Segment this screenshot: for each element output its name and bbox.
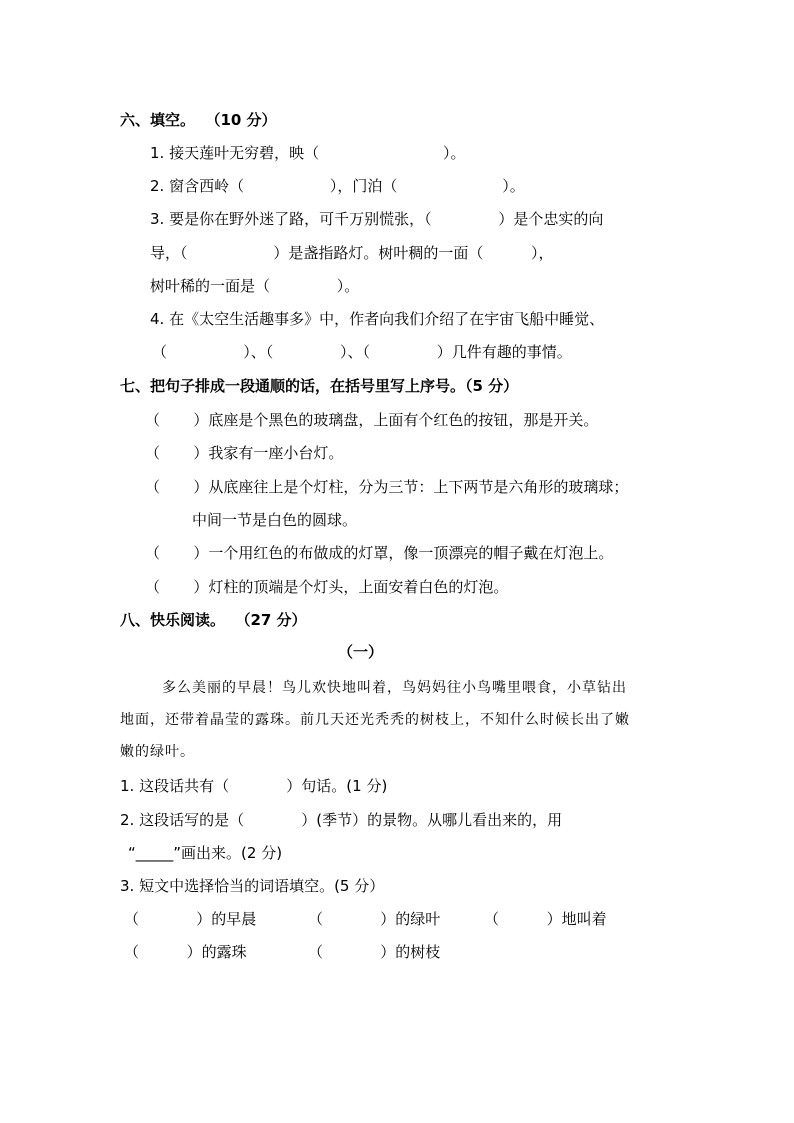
word-blank: （ ）的绿叶 [308,910,441,928]
sec7-item: （ ）灯柱的顶端是个灯头，上面安着白色的灯泡。 [145,578,509,596]
word-blank: （ ）的露珠 [124,943,247,961]
sec8-q1: 1. 这段话共有（ ）句话。(1 分) [120,777,388,795]
sec6-q2: 2. 窗含西岭（ ），门泊（ ）。 [150,177,525,195]
sec6-heading: 六、填空。 （10 分） [120,111,277,129]
word-blank: （ ）的树枝 [308,943,441,961]
sec6-q3-line1: 3. 要是你在野外迷了路，可千万别慌张，（ ）是个忠实的向 [150,210,604,228]
sec7-heading: 七、把句子排成一段通顺的话，在括号里写上序号。（5 分） [120,377,519,395]
sec8-heading: 八、快乐阅读。 （27 分） [120,611,307,629]
sec7-item: （ ）一个用红色的布做成的灯罩，像一顶漂亮的帽子戴在灯泡上。 [145,544,614,562]
sec6-q1: 1. 接天莲叶无穷碧，映（ ）。 [150,144,466,162]
word-blank: （ ）的早晨 [124,910,257,928]
word-blank: （ ）地叫着 [484,910,607,928]
sec8-q3: 3. 短文中选择恰当的词语填空。(5 分） [120,877,385,895]
sec8-q2-line1: 2. 这段话写的是（ ）(季节）的景物。从哪儿看出来的，用 [120,811,563,829]
sec7-item: （ ）底座是个黑色的玻璃盘，上面有个红色的按钮，那是开关。 [145,411,599,429]
sec6-q4-line2: （ ）、（ ）、（ ）几件有趣的事情。 [152,343,572,361]
reading-passage-line: 多么美丽的早晨！鸟儿欢快地叫着，鸟妈妈往小鸟嘴里喂食，小草钻出 [162,680,627,696]
sec7-item-continuation: 中间一节是白色的圆球。 [192,511,358,529]
sec7-item: （ ）我家有一座小台灯。 [145,444,344,462]
reading-part-title: （一） [338,643,384,661]
reading-passage-line: 地面，还带着晶莹的露珠。前几天还光秃秃的树枝上，不知什么时候长出了嫩 [120,712,630,728]
sec6-q3-line3: 树叶稀的一面是（ ）。 [150,277,360,295]
sec8-q2-line2: “_____”画出来。(2 分) [128,844,283,862]
sec7-item: （ ）从底座往上是个灯柱，分为三节：上下两节是六角形的玻璃球； [145,478,629,496]
sec6-q4-line1: 4. 在《太空生活趣事多》中，作者向我们介绍了在宇宙飞船中睡觉、 [150,310,605,328]
sec6-q3-line2: 导，（ ）是盏指路灯。树叶稠的一面（ ）， [150,244,554,262]
reading-passage-line: 嫩的绿叶。 [120,744,195,760]
